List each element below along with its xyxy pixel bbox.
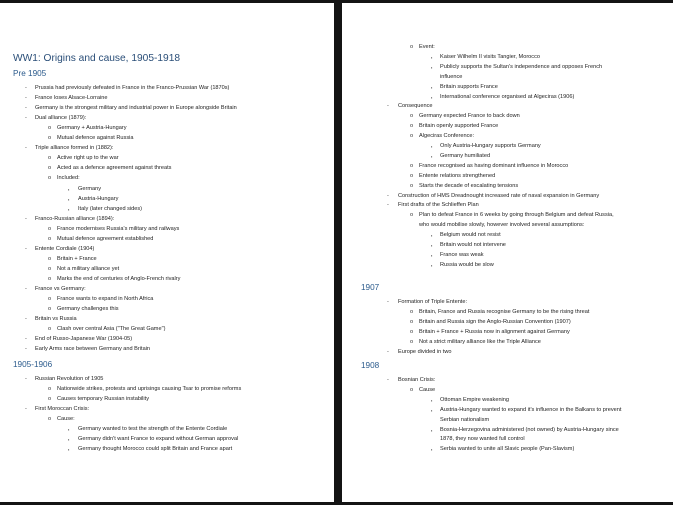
- circle-bullet-icon: o: [48, 265, 52, 272]
- circle-bullet-icon: o: [410, 44, 414, 50]
- list-item: Mutual defence agreement established: [57, 235, 154, 242]
- list-item: Only Austria-Hungary supports Germany: [440, 143, 541, 149]
- circle-bullet-icon: o: [48, 165, 52, 172]
- circle-bullet-icon: o: [48, 125, 52, 132]
- list-item: Britain and Russia sign the Anglo-Russian Convention (1907): [419, 318, 571, 325]
- document-title: WW1: Origins and cause, 1905-1918: [13, 53, 181, 64]
- list-item: Germany didn't want France to expand without German approval: [78, 436, 239, 443]
- dash-bullet-icon: -: [25, 85, 27, 91]
- list-item: Nationwide strikes, protests and uprisings causing Tsar to promise reforms: [57, 386, 242, 393]
- page-2: [342, 3, 673, 502]
- list-item: Construction of HMS Dreadnought increased rate of naval expansion in Germany: [398, 192, 600, 199]
- circle-bullet-icon: o: [48, 225, 52, 232]
- circle-bullet-icon: o: [410, 113, 414, 120]
- square-bullet-icon: ▪: [431, 153, 433, 159]
- list-item: Britain, France and Russia recognise Germany to be the rising threat: [419, 308, 590, 315]
- dash-bullet-icon: -: [387, 202, 389, 209]
- list-item: First drafts of the Schlieffen Plan: [398, 202, 479, 209]
- circle-bullet-icon: o: [48, 296, 52, 303]
- dash-bullet-icon: -: [387, 377, 389, 383]
- list-item: Clash over central Asia ("The Great Game"): [57, 326, 166, 333]
- list-item: Germany + Austria-Hungary: [57, 125, 127, 132]
- square-bullet-icon: ▪: [68, 186, 70, 192]
- list-item: First Moroccan Crisis:: [35, 406, 90, 413]
- square-bullet-icon: ▪: [431, 144, 433, 149]
- square-bullet-icon: ▪: [431, 397, 433, 403]
- circle-bullet-icon: o: [48, 396, 52, 403]
- section-heading: Pre 1905: [13, 69, 47, 78]
- dash-bullet-icon: -: [387, 103, 389, 110]
- list-item: Austria-Hungary: [78, 195, 119, 202]
- list-item: Russian Revolution of 1905: [35, 376, 104, 382]
- dash-bullet-icon: -: [25, 376, 27, 382]
- dash-bullet-icon: -: [25, 115, 27, 122]
- section-heading: 1907: [361, 283, 380, 292]
- list-item: Cause: [419, 386, 436, 393]
- list-item: Entente relations strengthened: [419, 172, 496, 179]
- circle-bullet-icon: o: [410, 162, 414, 169]
- list-item: Included:: [57, 175, 80, 182]
- dash-bullet-icon: -: [387, 348, 389, 355]
- circle-bullet-icon: o: [410, 338, 414, 345]
- list-item: Event:: [419, 44, 435, 50]
- list-item: Russia would be slow: [440, 261, 494, 268]
- list-item: Serbian nationalism: [440, 416, 490, 423]
- list-item: Bosnia-Herzegovina administered (not owned) by Austria-Hungary since: [440, 426, 619, 433]
- square-bullet-icon: ▪: [68, 447, 70, 453]
- circle-bullet-icon: o: [48, 255, 52, 262]
- dash-bullet-icon: -: [25, 286, 27, 292]
- square-bullet-icon: ▪: [431, 84, 433, 90]
- list-item: Britain + France + Russia now in alignment against Germany: [419, 328, 570, 335]
- list-item: Britain would not intervene: [440, 242, 506, 248]
- circle-bullet-icon: o: [48, 326, 52, 333]
- circle-bullet-icon: o: [48, 175, 52, 182]
- list-item: Austria-Hungary wanted to expand it's influence in the Balkans to prevent: [440, 406, 622, 413]
- page-1: [0, 3, 334, 502]
- list-item: Formation of Triple Entente:: [398, 299, 468, 305]
- circle-bullet-icon: o: [48, 416, 52, 423]
- list-item: France wants to expand in North Africa: [57, 296, 154, 303]
- list-item: France modernises Russia's military and railways: [57, 225, 180, 232]
- square-bullet-icon: ▪: [431, 427, 433, 433]
- circle-bullet-icon: o: [48, 135, 52, 142]
- list-item: Marks the end of centuries of Anglo-French rivalry: [57, 275, 181, 282]
- list-item: France vs Germany:: [35, 286, 86, 292]
- dash-bullet-icon: -: [387, 299, 389, 305]
- list-item: Serbia wanted to unite all Slavic people (Pan-Slavism): [440, 446, 575, 453]
- square-bullet-icon: ▪: [431, 64, 433, 70]
- list-item: Germany wanted to test the strength of the Entente Cordiale: [78, 426, 228, 433]
- list-item: Ottoman Empire weakening: [440, 396, 510, 403]
- circle-bullet-icon: o: [410, 328, 414, 335]
- list-item: Bosnian Crisis:: [398, 377, 436, 383]
- dash-bullet-icon: -: [25, 316, 27, 323]
- circle-bullet-icon: o: [48, 155, 52, 162]
- list-item: Germany: [78, 185, 102, 192]
- dash-bullet-icon: -: [25, 215, 27, 222]
- circle-bullet-icon: o: [410, 212, 414, 219]
- list-item: Belgium would not resist: [440, 232, 501, 239]
- list-item: Britain openly supported France: [419, 123, 499, 130]
- dash-bullet-icon: -: [25, 245, 27, 252]
- list-item: Algeciras Conference:: [419, 133, 475, 140]
- list-item: Active right up to the war: [57, 155, 119, 162]
- circle-bullet-icon: o: [48, 386, 52, 393]
- list-item: Dual alliance (1879):: [35, 115, 87, 122]
- square-bullet-icon: ▪: [68, 437, 70, 443]
- list-item: Mutual defence against Russia: [57, 135, 134, 142]
- list-item: Germany challenges this: [57, 306, 119, 313]
- section-heading: 1908: [361, 361, 380, 370]
- list-item: Britain supports France: [440, 83, 498, 90]
- dash-bullet-icon: -: [25, 145, 27, 152]
- list-item: Acted as a defence agreement against threats: [57, 165, 172, 172]
- square-bullet-icon: ▪: [68, 196, 70, 202]
- circle-bullet-icon: o: [410, 386, 414, 393]
- square-bullet-icon: ▪: [68, 427, 70, 433]
- list-item: Early Arms race between Germany and Britain: [35, 346, 151, 353]
- list-item: Starts the decade of escalating tensions: [419, 182, 519, 189]
- list-item: 1878, they now wanted full control: [440, 436, 525, 443]
- list-item: Franco-Russian alliance (1894):: [35, 215, 115, 222]
- square-bullet-icon: ▪: [431, 243, 433, 248]
- dash-bullet-icon: -: [25, 406, 27, 413]
- circle-bullet-icon: o: [48, 275, 52, 282]
- square-bullet-icon: ▪: [431, 262, 433, 268]
- list-item: Plan to defeat France in 6 weeks by going through Belgium and defeat Russia,: [419, 212, 614, 219]
- square-bullet-icon: ▪: [431, 233, 433, 239]
- circle-bullet-icon: o: [410, 318, 414, 325]
- list-item: Britain vs Russia: [35, 316, 77, 323]
- list-item: Italy (later changed sides): [78, 205, 143, 212]
- list-item: France loses Alsace-Lorraine: [35, 95, 108, 102]
- circle-bullet-icon: o: [410, 308, 414, 315]
- list-item: Entente Cordiale (1904): [35, 245, 95, 252]
- dash-bullet-icon: -: [25, 105, 27, 112]
- section-heading: 1905-1906: [13, 360, 53, 369]
- list-item: Consequence: [398, 103, 433, 110]
- list-item: International conference organised at Algeciras (1906): [440, 93, 575, 100]
- square-bullet-icon: ▪: [431, 54, 433, 60]
- list-item: Not a strict military alliance like the Triple Alliance: [419, 338, 541, 345]
- dash-bullet-icon: -: [25, 346, 27, 353]
- list-item: Germany thought Morocco could split Britain and France apart: [78, 446, 233, 453]
- circle-bullet-icon: o: [410, 182, 414, 189]
- circle-bullet-icon: o: [410, 123, 414, 130]
- list-item: Germany expected France to back down: [419, 113, 520, 120]
- circle-bullet-icon: o: [410, 172, 414, 179]
- list-item: influence: [440, 73, 463, 80]
- square-bullet-icon: ▪: [68, 206, 70, 212]
- list-item: who would mobilise slowly, however involved several assumptions:: [419, 222, 585, 229]
- list-item: Germany is the strongest military and industrial power in Europe alongside Britain: [35, 105, 237, 112]
- list-item: Kaiser Wilhelm II visits Tangier, Morocco: [440, 53, 540, 60]
- square-bullet-icon: ▪: [431, 447, 433, 453]
- square-bullet-icon: ▪: [431, 94, 433, 100]
- list-item: Triple alliance formed in (1882):: [35, 145, 114, 152]
- list-item: France was weak: [440, 251, 484, 258]
- list-item: Cause:: [57, 416, 75, 423]
- square-bullet-icon: ▪: [431, 252, 433, 258]
- dash-bullet-icon: -: [25, 336, 27, 343]
- dash-bullet-icon: -: [25, 95, 27, 102]
- list-item: France recognised as having dominant influence in Morocco: [419, 162, 569, 169]
- list-item: Not a military alliance yet: [57, 265, 120, 272]
- circle-bullet-icon: o: [48, 306, 52, 313]
- list-item: Britain + France: [57, 255, 97, 262]
- square-bullet-icon: ▪: [431, 407, 433, 413]
- list-item: Europe divided in two: [398, 348, 452, 355]
- list-item: Germany humiliated: [440, 152, 491, 159]
- circle-bullet-icon: o: [48, 235, 52, 242]
- list-item: End of Russo-Japanese War (1904-05): [35, 336, 133, 343]
- dash-bullet-icon: -: [387, 192, 389, 199]
- list-item: Publicly supports the Sultan's independence and opposes French: [440, 63, 603, 70]
- list-item: Causes temporary Russian instability: [57, 396, 150, 403]
- circle-bullet-icon: o: [410, 133, 414, 140]
- list-item: Prussia had previously defeated in France in the Franco-Prussian War (1870s): [35, 85, 230, 91]
